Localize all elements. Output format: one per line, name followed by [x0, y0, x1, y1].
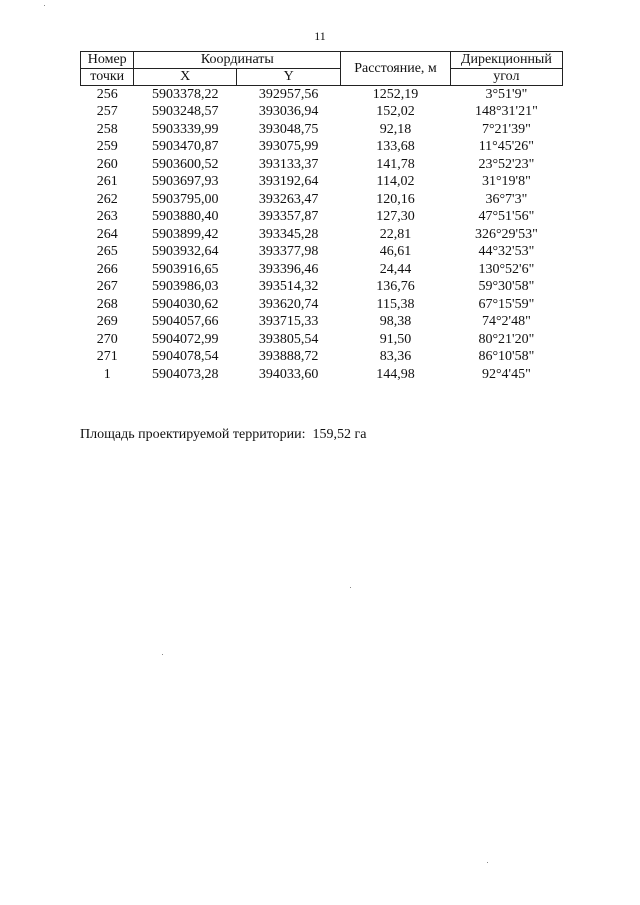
- cell-y: 393396,46: [258, 261, 319, 277]
- table-row: [81, 174, 563, 192]
- table-row: [81, 314, 563, 332]
- cell-angle: 92°4'45": [481, 366, 531, 382]
- scan-speck: [44, 5, 45, 6]
- cell-number: 1: [103, 366, 111, 382]
- cell-angle: 36°7'3": [485, 191, 528, 207]
- cell-number: 266: [96, 261, 118, 277]
- table-row: [81, 156, 563, 174]
- table-row: [81, 331, 563, 349]
- cell-distance: 144,98: [376, 366, 415, 382]
- table-body: [81, 86, 563, 384]
- table-row: [81, 104, 563, 122]
- table-header: [81, 52, 563, 86]
- table-row: [81, 349, 563, 367]
- cell-y: 394033,60: [258, 366, 319, 382]
- table-row: [81, 121, 563, 139]
- cell-distance: 24,44: [379, 261, 412, 277]
- cell-number: 260: [96, 156, 118, 172]
- cell-x: 5903986,03: [151, 279, 219, 295]
- cell-x: 5903899,42: [151, 226, 219, 242]
- cell-number: 261: [96, 174, 118, 190]
- cell-y: 393715,33: [258, 314, 319, 330]
- cell-angle: 86°10'58": [478, 349, 535, 365]
- cell-x: 5904078,54: [151, 349, 219, 365]
- cell-distance: 98,38: [379, 314, 412, 330]
- cell-distance: 152,02: [376, 104, 415, 120]
- cell-distance: 141,78: [376, 156, 415, 172]
- table-row: [81, 366, 563, 384]
- cell-angle: 7°21'39": [481, 121, 531, 137]
- cell-number: 267: [96, 279, 118, 295]
- cell-y: 393075,99: [258, 139, 319, 155]
- cell-distance: 46,61: [379, 244, 412, 260]
- page-number: 11: [314, 29, 326, 43]
- cell-number: 268: [96, 296, 118, 312]
- cell-distance: 120,16: [376, 191, 415, 207]
- cell-number: 270: [96, 331, 118, 347]
- cell-x: 5903248,57: [151, 104, 219, 120]
- cell-distance: 115,38: [376, 296, 415, 312]
- cell-number: 269: [96, 314, 118, 330]
- cell-distance: 127,30: [376, 209, 415, 225]
- cell-distance: 83,36: [379, 349, 412, 365]
- table-row: [81, 261, 563, 279]
- cell-angle: 59°30'58": [478, 279, 535, 295]
- header-distance: Расстояние, м: [341, 52, 450, 86]
- table-row: [81, 279, 563, 297]
- cell-y: 393620,74: [258, 296, 319, 312]
- cell-x: 5903697,93: [151, 174, 219, 190]
- area-value: 159,52 га: [312, 427, 367, 442]
- cell-distance: 133,68: [376, 139, 415, 155]
- cell-x: 5903339,99: [151, 121, 219, 137]
- cell-y: 393192,64: [258, 174, 319, 190]
- table-row: [81, 296, 563, 314]
- header-number-line2: точки: [81, 69, 134, 86]
- cell-x: 5903600,52: [151, 156, 219, 172]
- table-row: [81, 86, 563, 104]
- cell-angle: 44°32'53": [478, 244, 535, 260]
- cell-angle: 148°31'21": [474, 104, 538, 120]
- cell-y: 393133,37: [258, 156, 319, 172]
- cell-x: 5903916,65: [151, 261, 219, 277]
- cell-distance: 91,50: [379, 331, 412, 347]
- table-row: [81, 191, 563, 209]
- cell-y: 393036,94: [258, 104, 319, 120]
- cell-angle: 326°29'53": [474, 226, 538, 242]
- table-row: [81, 139, 563, 157]
- cell-number: 262: [96, 191, 118, 207]
- cell-angle: 74°2'48": [481, 314, 531, 330]
- cell-x: 5904030,62: [151, 296, 219, 312]
- cell-x: 5904073,28: [151, 366, 219, 382]
- cell-number: 256: [96, 86, 118, 102]
- cell-x: 5903378,22: [151, 86, 219, 102]
- table-row: [81, 226, 563, 244]
- header-x: X: [134, 69, 237, 86]
- cell-number: 263: [96, 209, 118, 225]
- cell-angle: 67°15'59": [478, 296, 535, 312]
- cell-y: 393805,54: [258, 331, 319, 347]
- cell-distance: 22,81: [379, 226, 412, 242]
- cell-number: 265: [96, 244, 118, 260]
- cell-x: 5904072,99: [151, 331, 219, 347]
- cell-x: 5903795,00: [151, 191, 219, 207]
- cell-distance: 136,76: [376, 279, 415, 295]
- cell-y: 393377,98: [258, 244, 319, 260]
- cell-y: 393357,87: [258, 209, 319, 225]
- header-number: Номер: [81, 52, 134, 69]
- cell-distance: 114,02: [376, 174, 415, 190]
- cell-y: 393514,32: [258, 279, 319, 295]
- scan-speck: [487, 862, 488, 863]
- cell-y: 393263,47: [258, 191, 319, 207]
- scan-speck: [162, 654, 163, 655]
- cell-number: 264: [96, 226, 118, 242]
- cell-angle: 3°51'9": [485, 86, 528, 102]
- header-angle-line2: угол: [450, 69, 562, 86]
- header-coordinates: Координаты: [134, 52, 341, 69]
- header-y: Y: [237, 69, 341, 86]
- cell-distance: 92,18: [379, 121, 412, 137]
- cell-angle: 31°19'8": [481, 174, 531, 190]
- cell-distance: 1252,19: [372, 86, 419, 102]
- cell-number: 258: [96, 121, 118, 137]
- cell-y: 392957,56: [258, 86, 319, 102]
- cell-x: 5903470,87: [151, 139, 219, 155]
- table-row: [81, 244, 563, 262]
- area-label: Площадь проектируемой территории:: [80, 427, 306, 442]
- scan-speck: [350, 587, 351, 588]
- cell-angle: 130°52'6": [478, 261, 535, 277]
- table-row: [81, 209, 563, 227]
- cell-x: 5903880,40: [151, 209, 219, 225]
- cell-angle: 23°52'23": [478, 156, 535, 172]
- cell-angle: 11°45'26": [478, 139, 535, 155]
- cell-angle: 47°51'56": [478, 209, 535, 225]
- header-angle: Дирекционный: [450, 52, 562, 69]
- cell-angle: 80°21'20": [478, 331, 535, 347]
- cell-number: 257: [96, 104, 118, 120]
- cell-number: 259: [96, 139, 118, 155]
- cell-x: 5903932,64: [151, 244, 219, 260]
- cell-y: 393888,72: [258, 349, 319, 365]
- area-line: [80, 427, 367, 443]
- cell-number: 271: [96, 349, 118, 365]
- coordinates-table: [80, 51, 563, 384]
- cell-y: 393345,28: [258, 226, 319, 242]
- cell-x: 5904057,66: [151, 314, 219, 330]
- cell-y: 393048,75: [258, 121, 319, 137]
